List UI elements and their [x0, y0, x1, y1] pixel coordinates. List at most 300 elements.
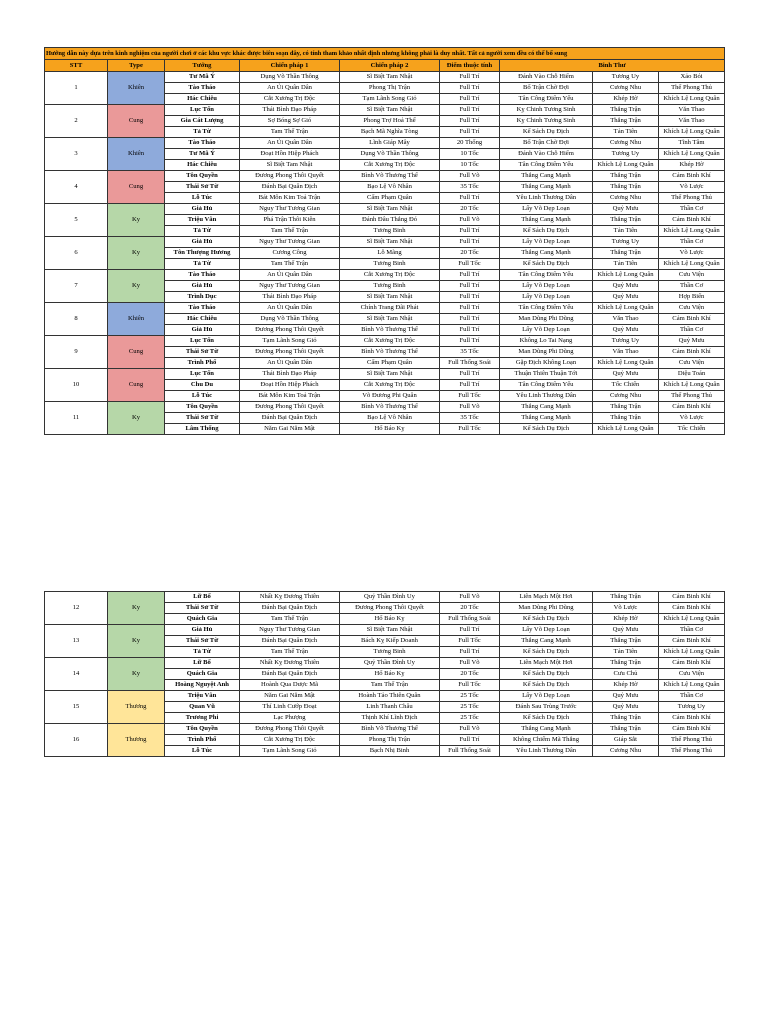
tactic-2-cell: Hổ Báo Kỵ: [340, 424, 440, 435]
tactic-2-cell: Bình Võ Thương Thế: [340, 325, 440, 336]
general-cell: Lục Tốn: [165, 336, 240, 347]
book-2-cell: Quỷ Mưu: [593, 691, 659, 702]
tactic-1-cell: Sợ Bóng Sợ Gió: [240, 116, 340, 127]
general-cell: Tôn Quyền: [165, 402, 240, 413]
book-1-cell: Bổ Trận Chờ Đợi: [500, 138, 593, 149]
type-cell: Ky: [108, 592, 165, 625]
book-2-cell: Thắng Trận: [593, 116, 659, 127]
book-2-cell: Tản Tiên: [593, 647, 659, 658]
general-cell: Quách Gia: [165, 669, 240, 680]
book-3-cell: Thần Cơ: [659, 281, 725, 292]
tactic-1-cell: Dụng Võ Thần Thông: [240, 72, 340, 83]
book-1-cell: Thắng Cang Mạnh: [500, 413, 593, 424]
header-attribute-points: Điểm thuộc tính: [440, 60, 500, 72]
book-1-cell: Thắng Cang Mạnh: [500, 636, 593, 647]
tactic-1-cell: Nhất Kỵ Đương Thiên: [240, 658, 340, 669]
general-cell: Trình Dục: [165, 292, 240, 303]
book-1-cell: Kế Sách Dụ Địch: [500, 127, 593, 138]
attribute-cell: Full Trí: [440, 625, 500, 636]
attribute-cell: 10 Tốc: [440, 149, 500, 160]
attribute-cell: Full Tốc: [440, 424, 500, 435]
attribute-cell: 35 Tốc: [440, 182, 500, 193]
table-row: [45, 303, 725, 314]
tactic-1-cell: Phá Trận Thôi Kiên: [240, 215, 340, 226]
attribute-cell: 20 Tốc: [440, 204, 500, 215]
book-1-cell: Man Dũng Phi Dũng: [500, 603, 593, 614]
book-2-cell: Thắng Trận: [593, 413, 659, 424]
book-2-cell: Khích Lệ Long Quân: [593, 358, 659, 369]
attribute-cell: Full Trí: [440, 72, 500, 83]
book-2-cell: Cưu Chủ: [593, 669, 659, 680]
attribute-cell: Full Võ: [440, 592, 500, 603]
tactic-1-cell: Cương Công: [240, 248, 340, 259]
general-cell: Lỗ Túc: [165, 746, 240, 757]
type-cell: Cung: [108, 171, 165, 204]
type-cell: Thương: [108, 691, 165, 724]
tactic-1-cell: Nguy Thư Tương Gian: [240, 237, 340, 248]
general-cell: Tả Từ: [165, 226, 240, 237]
book-1-cell: Lấy Võ Dẹp Loạn: [500, 204, 593, 215]
book-3-cell: Cảm Binh Khí: [659, 402, 725, 413]
book-2-cell: Tản Tiên: [593, 127, 659, 138]
book-1-cell: Không Lo Tai Nạng: [500, 336, 593, 347]
book-2-cell: Thắng Trận: [593, 171, 659, 182]
attribute-cell: Full Thống Soái: [440, 358, 500, 369]
tactic-2-cell: Hổ Báo Kỵ: [340, 614, 440, 625]
stt-cell: 1: [45, 72, 108, 105]
book-2-cell: Cương Nhu: [593, 138, 659, 149]
book-3-cell: Thần Cơ: [659, 625, 725, 636]
general-cell: Tôn Thượng Hương: [165, 248, 240, 259]
tactic-1-cell: Năm Gai Năm Mật: [240, 424, 340, 435]
tactic-1-cell: Đánh Bại Quân Địch: [240, 182, 340, 193]
tactic-1-cell: An Ủi Quân Dân: [240, 358, 340, 369]
table-row: [45, 402, 725, 413]
general-cell: Tôn Quyền: [165, 724, 240, 735]
tactic-1-cell: Cắt Xương Trị Độc: [240, 735, 340, 746]
tactic-1-cell: An Ủi Quân Dân: [240, 83, 340, 94]
tactic-1-cell: Dụng Võ Thần Thông: [240, 314, 340, 325]
book-1-cell: Liên Mạch Một Hơi: [500, 658, 593, 669]
book-3-cell: Quỷ Mưu: [659, 336, 725, 347]
tactic-1-cell: Đánh Bại Quân Địch: [240, 669, 340, 680]
book-3-cell: Khép Hờ: [659, 160, 725, 171]
tactic-1-cell: Đương Phong Thôi Quyết: [240, 347, 340, 358]
book-1-cell: Man Dũng Phi Dũng: [500, 347, 593, 358]
book-3-cell: Thể Phong Thủ: [659, 193, 725, 204]
attribute-cell: 20 Tốc: [440, 603, 500, 614]
attribute-cell: 25 Tốc: [440, 713, 500, 724]
general-cell: Hác Chiêu: [165, 314, 240, 325]
book-3-cell: Hợp Biến: [659, 292, 725, 303]
book-3-cell: Khích Lệ Long Quân: [659, 226, 725, 237]
book-3-cell: Cảm Binh Khí: [659, 347, 725, 358]
attribute-cell: Full Trí: [440, 735, 500, 746]
tactic-2-cell: Bình Võ Thương Thế: [340, 402, 440, 413]
tactic-2-cell: Sĩ Biệt Tam Nhật: [340, 369, 440, 380]
book-2-cell: Tản Tiên: [593, 259, 659, 270]
tactic-1-cell: Năm Gai Năm Mật: [240, 691, 340, 702]
type-cell: Ky: [108, 270, 165, 303]
general-cell: Lữ Bố: [165, 592, 240, 603]
book-2-cell: Tương Uy: [593, 336, 659, 347]
book-2-cell: Quỷ Mưu: [593, 702, 659, 713]
attribute-cell: Full Trí: [440, 94, 500, 105]
general-cell: Chu Du: [165, 380, 240, 391]
book-1-cell: Đánh Sau Trùng Trước: [500, 702, 593, 713]
book-3-cell: Văn Thao: [659, 116, 725, 127]
stt-cell: 4: [45, 171, 108, 204]
type-cell: Ky: [108, 625, 165, 658]
table-row: [45, 691, 725, 702]
attribute-cell: Full Trí: [440, 237, 500, 248]
attribute-cell: Full Trí: [440, 314, 500, 325]
tactic-2-cell: Hoành Tảo Thiên Quân: [340, 691, 440, 702]
tactic-1-cell: Đánh Bại Quân Địch: [240, 603, 340, 614]
tactic-2-cell: Dụng Võ Thần Thông: [340, 149, 440, 160]
attribute-cell: Full Võ: [440, 171, 500, 182]
tactic-2-cell: Đánh Đâu Thắng Đó: [340, 215, 440, 226]
book-3-cell: Thể Phong Thủ: [659, 735, 725, 746]
tactic-2-cell: Cắt Xương Trị Độc: [340, 336, 440, 347]
stt-cell: 13: [45, 625, 108, 658]
general-cell: Trình Phổ: [165, 358, 240, 369]
book-1-cell: Thắng Cang Mạnh: [500, 182, 593, 193]
book-2-cell: Cương Nhu: [593, 83, 659, 94]
attribute-cell: 25 Tốc: [440, 691, 500, 702]
general-cell: Giả Hủ: [165, 281, 240, 292]
book-2-cell: Khép Hờ: [593, 614, 659, 625]
type-cell: Ky: [108, 402, 165, 435]
general-cell: Tào Tháo: [165, 303, 240, 314]
tactic-1-cell: Tam Thế Trận: [240, 127, 340, 138]
book-1-cell: Kế Sách Dụ Địch: [500, 680, 593, 691]
book-2-cell: Văn Thao: [593, 314, 659, 325]
attribute-cell: 10 Tốc: [440, 160, 500, 171]
general-cell: Tào Tháo: [165, 270, 240, 281]
general-cell: Hác Chiêu: [165, 160, 240, 171]
book-2-cell: Tốc Chiến: [593, 380, 659, 391]
header-row: [45, 60, 725, 72]
table-row: [45, 625, 725, 636]
general-cell: Trình Phổ: [165, 735, 240, 746]
general-cell: Tôn Quyền: [165, 171, 240, 182]
tactic-1-cell: Tam Thế Trận: [240, 259, 340, 270]
attribute-cell: Full Trí: [440, 105, 500, 116]
table-row: [45, 72, 725, 83]
book-2-cell: Quỷ Mưu: [593, 204, 659, 215]
general-cell: Trương Phi: [165, 713, 240, 724]
book-2-cell: Tương Uy: [593, 149, 659, 160]
book-3-cell: Cảm Binh Khí: [659, 713, 725, 724]
general-cell: Thái Sử Từ: [165, 347, 240, 358]
book-3-cell: Khích Lệ Long Quân: [659, 127, 725, 138]
general-cell: Thái Sử Từ: [165, 603, 240, 614]
tactic-2-cell: Tương Binh: [340, 226, 440, 237]
table-row: [45, 204, 725, 215]
book-1-cell: Lấy Võ Dẹp Loạn: [500, 237, 593, 248]
type-cell: Cung: [108, 369, 165, 402]
tactic-1-cell: Đánh Bại Quân Địch: [240, 636, 340, 647]
tactic-1-cell: Hoành Qua Dược Mã: [240, 680, 340, 691]
book-3-cell: Khích Lệ Long Quân: [659, 259, 725, 270]
book-1-cell: Thắng Cang Mạnh: [500, 724, 593, 735]
table-row: [45, 138, 725, 149]
tactic-2-cell: Sĩ Biệt Tam Nhật: [340, 105, 440, 116]
book-3-cell: Võ Lược: [659, 182, 725, 193]
general-cell: Giả Hủ: [165, 204, 240, 215]
type-cell: Ky: [108, 237, 165, 270]
tactic-2-cell: Lĩnh Giáp Mây: [340, 138, 440, 149]
book-3-cell: Thần Cơ: [659, 204, 725, 215]
tactic-2-cell: Bạch Mã Nghĩa Tòng: [340, 127, 440, 138]
general-cell: Lục Tốn: [165, 369, 240, 380]
book-1-cell: Thuận Thiên Thuận Tới: [500, 369, 593, 380]
attribute-cell: Full Trí: [440, 226, 500, 237]
book-2-cell: Thắng Trận: [593, 713, 659, 724]
tactic-2-cell: Sĩ Biệt Tam Nhật: [340, 237, 440, 248]
book-2-cell: Thắng Trận: [593, 215, 659, 226]
book-2-cell: Tương Uy: [593, 72, 659, 83]
book-3-cell: Tốc Chiến: [659, 424, 725, 435]
book-1-cell: Đánh Vào Chỗ Hiểm: [500, 72, 593, 83]
tactic-2-cell: Thịnh Khí Lĩnh Địch: [340, 713, 440, 724]
tactic-2-cell: Đương Phong Thôi Quyết: [340, 603, 440, 614]
book-1-cell: Lấy Võ Dẹp Loạn: [500, 691, 593, 702]
book-3-cell: Cưu Viện: [659, 270, 725, 281]
table-row: [45, 658, 725, 669]
tactic-1-cell: Tạm Lãnh Song Giỏ: [240, 336, 340, 347]
book-3-cell: Thần Cơ: [659, 691, 725, 702]
general-cell: Quan Vũ: [165, 702, 240, 713]
tactic-1-cell: Đương Phong Thôi Quyết: [240, 724, 340, 735]
book-3-cell: Cưu Viện: [659, 358, 725, 369]
book-2-cell: Quỷ Mưu: [593, 292, 659, 303]
general-cell: Tả Từ: [165, 647, 240, 658]
attribute-cell: Full Võ: [440, 724, 500, 735]
general-cell: Triệu Vân: [165, 691, 240, 702]
tactic-1-cell: Bát Môn Kim Toả Trận: [240, 391, 340, 402]
attribute-cell: Full Tốc: [440, 636, 500, 647]
book-1-cell: Kế Sách Dụ Địch: [500, 713, 593, 724]
header-tactic-2: Chiến pháp 2: [340, 60, 440, 72]
general-cell: Giả Hủ: [165, 325, 240, 336]
stt-cell: 10: [45, 369, 108, 402]
book-2-cell: Thắng Trận: [593, 182, 659, 193]
stt-cell: 6: [45, 237, 108, 270]
book-2-cell: Cương Nhu: [593, 391, 659, 402]
tactic-2-cell: Quỷ Thần Đình Uy: [340, 658, 440, 669]
strategy-table-top: [44, 47, 725, 435]
type-cell: Khiên: [108, 72, 165, 105]
header-general: Tướng: [165, 60, 240, 72]
book-1-cell: Kỵ Chinh Tương Sinh: [500, 116, 593, 127]
book-2-cell: Thắng Trận: [593, 105, 659, 116]
general-cell: Triệu Vân: [165, 215, 240, 226]
attribute-cell: Full Trí: [440, 380, 500, 391]
book-2-cell: Quỷ Mưu: [593, 281, 659, 292]
general-cell: Gia Cát Lượng: [165, 116, 240, 127]
book-3-cell: Cảm Binh Khí: [659, 592, 725, 603]
book-1-cell: Kế Sách Dụ Địch: [500, 647, 593, 658]
book-3-cell: Thần Cơ: [659, 325, 725, 336]
book-3-cell: Khích Lệ Long Quân: [659, 94, 725, 105]
book-1-cell: Lấy Võ Dẹp Loạn: [500, 625, 593, 636]
type-cell: Cung: [108, 105, 165, 138]
tactic-2-cell: Bình Võ Thương Thế: [340, 347, 440, 358]
tactic-2-cell: Phong Thị Trận: [340, 735, 440, 746]
table-row: [45, 336, 725, 347]
tactic-2-cell: Quỷ Thần Đình Uy: [340, 592, 440, 603]
book-3-cell: Xảo Bói: [659, 72, 725, 83]
tactic-2-cell: Bạo Lệ Vô Nhân: [340, 182, 440, 193]
general-cell: Lục Tốn: [165, 105, 240, 116]
tactic-1-cell: Đoạt Hồn Hiệp Phách: [240, 149, 340, 160]
tactic-1-cell: Nguy Thư Tương Gian: [240, 281, 340, 292]
book-1-cell: Kế Sách Dụ Địch: [500, 614, 593, 625]
tactic-2-cell: Bạch Nhị Binh: [340, 746, 440, 757]
attribute-cell: Full Trí: [440, 270, 500, 281]
tactic-1-cell: Cắt Xương Trị Độc: [240, 94, 340, 105]
general-cell: Giả Hủ: [165, 237, 240, 248]
book-3-cell: Cưu Viện: [659, 303, 725, 314]
general-cell: Hoàng Nguyệt Anh: [165, 680, 240, 691]
tactic-1-cell: An Ủi Quân Dân: [240, 303, 340, 314]
book-3-cell: Khích Lệ Long Quân: [659, 680, 725, 691]
book-1-cell: Yêu Linh Thương Dân: [500, 193, 593, 204]
book-1-cell: Đánh Vào Chỗ Hiểm: [500, 149, 593, 160]
tactic-1-cell: Tam Thế Trận: [240, 647, 340, 658]
general-cell: Thái Sử Từ: [165, 413, 240, 424]
book-2-cell: Giáp Sắt: [593, 735, 659, 746]
attribute-cell: Full Trí: [440, 116, 500, 127]
general-cell: Tư Mã Ý: [165, 72, 240, 83]
book-3-cell: Tương Uy: [659, 702, 725, 713]
book-2-cell: Tản Tiên: [593, 226, 659, 237]
general-cell: Tào Tháo: [165, 83, 240, 94]
book-3-cell: Khích Lệ Long Quân: [659, 380, 725, 391]
general-cell: Thái Sử Từ: [165, 182, 240, 193]
book-1-cell: Tân Công Điểm Yếu: [500, 94, 593, 105]
book-1-cell: Gặp Địch Không Loạn: [500, 358, 593, 369]
attribute-cell: 20 Tốc: [440, 248, 500, 259]
book-1-cell: Bổ Trận Chờ Đợi: [500, 83, 593, 94]
type-cell: Ky: [108, 204, 165, 237]
book-3-cell: Cảm Binh Khí: [659, 636, 725, 647]
stt-cell: 8: [45, 303, 108, 336]
table-row: [45, 724, 725, 735]
tactic-1-cell: Thái Bình Đạo Pháp: [240, 292, 340, 303]
stt-cell: 16: [45, 724, 108, 757]
stt-cell: 15: [45, 691, 108, 724]
stt-cell: 14: [45, 658, 108, 691]
tactic-2-cell: Tạm Lãnh Song Giỏ: [340, 94, 440, 105]
book-1-cell: Man Dũng Phi Dũng: [500, 314, 593, 325]
general-cell: Quách Gia: [165, 614, 240, 625]
book-2-cell: Võ Lược: [593, 603, 659, 614]
book-1-cell: Tân Công Điểm Yếu: [500, 380, 593, 391]
book-2-cell: Tương Uy: [593, 237, 659, 248]
book-2-cell: Cương Nhu: [593, 193, 659, 204]
type-cell: Ky: [108, 658, 165, 691]
tactic-2-cell: Cắt Xương Trị Độc: [340, 270, 440, 281]
tactic-1-cell: Đương Phong Thôi Quyết: [240, 171, 340, 182]
book-1-cell: Kế Sách Dụ Địch: [500, 424, 593, 435]
book-2-cell: Khích Lệ Long Quân: [593, 270, 659, 281]
attribute-cell: Full Trí: [440, 193, 500, 204]
general-cell: Giả Hủ: [165, 625, 240, 636]
tactic-2-cell: Sĩ Biệt Tam Nhật: [340, 72, 440, 83]
book-2-cell: Khép Hờ: [593, 680, 659, 691]
book-2-cell: Khích Lệ Long Quân: [593, 160, 659, 171]
book-1-cell: Kế Sách Dụ Địch: [500, 226, 593, 237]
book-1-cell: Kỵ Chinh Tương Sinh: [500, 105, 593, 116]
table-row: [45, 369, 725, 380]
tactic-2-cell: Bình Võ Thương Thế: [340, 171, 440, 182]
tactic-1-cell: Tam Thế Trận: [240, 614, 340, 625]
stt-cell: 2: [45, 105, 108, 138]
book-2-cell: Khích Lệ Long Quân: [593, 424, 659, 435]
book-3-cell: Võ Lược: [659, 413, 725, 424]
type-cell: Thương: [108, 724, 165, 757]
attribute-cell: Full Tốc: [440, 680, 500, 691]
stt-cell: 5: [45, 204, 108, 237]
book-1-cell: Lấy Võ Dẹp Loạn: [500, 292, 593, 303]
tactic-1-cell: Đánh Bại Quân Địch: [240, 413, 340, 424]
tactic-2-cell: Phong Thị Trận: [340, 83, 440, 94]
book-1-cell: Tân Công Điểm Yếu: [500, 270, 593, 281]
general-cell: Tả Từ: [165, 127, 240, 138]
tactic-1-cell: Thái Bình Đạo Pháp: [240, 105, 340, 116]
attribute-cell: Full Trí: [440, 303, 500, 314]
book-3-cell: Tĩnh Tâm: [659, 138, 725, 149]
tactic-1-cell: Thái Bình Đạo Pháp: [240, 369, 340, 380]
general-cell: Lâm Thống: [165, 424, 240, 435]
tactic-2-cell: Cấm Phạm Quân: [340, 358, 440, 369]
tactic-2-cell: Tương Binh: [340, 647, 440, 658]
general-cell: Lữ Bố: [165, 658, 240, 669]
attribute-cell: 35 Tốc: [440, 347, 500, 358]
attribute-cell: 20 Thống: [440, 138, 500, 149]
tactic-1-cell: An Ủi Quân Dân: [240, 270, 340, 281]
general-cell: Lỗ Túc: [165, 391, 240, 402]
book-2-cell: Quỷ Mưu: [593, 325, 659, 336]
header-military-book: Binh Thư: [500, 60, 725, 72]
table-row: [45, 592, 725, 603]
attribute-cell: 25 Tốc: [440, 702, 500, 713]
book-3-cell: Cảm Binh Khí: [659, 724, 725, 735]
header-type: Type: [108, 60, 165, 72]
tactic-1-cell: Bát Môn Kim Toả Trận: [240, 193, 340, 204]
book-3-cell: Cảm Binh Khí: [659, 314, 725, 325]
attribute-cell: Full Thống Soái: [440, 614, 500, 625]
book-2-cell: Thắng Trận: [593, 658, 659, 669]
tactic-1-cell: Sĩ Biệt Tam Nhật: [240, 160, 340, 171]
attribute-cell: Full Trí: [440, 292, 500, 303]
book-3-cell: Cảm Binh Khí: [659, 658, 725, 669]
general-cell: Lỗ Túc: [165, 193, 240, 204]
book-1-cell: Tân Công Điểm Yếu: [500, 303, 593, 314]
tactic-1-cell: Đoạt Hồn Hiệp Phách: [240, 380, 340, 391]
table-row: [45, 171, 725, 182]
stt-cell: 12: [45, 592, 108, 625]
book-1-cell: Tân Công Điểm Yếu: [500, 160, 593, 171]
tactic-2-cell: Cắt Xương Trị Độc: [340, 380, 440, 391]
book-2-cell: Thắng Trận: [593, 724, 659, 735]
book-3-cell: Diệu Toán: [659, 369, 725, 380]
attribute-cell: Full Trí: [440, 83, 500, 94]
guide-note: Hướng dẫn này dựa trên kinh nghiệm của người chơi ở các khu vực khác được biên soạn đây, có tính tham khảo nhất định nhưng không phải là duy nhất. Tất cả người xem đều có thể bổ sung: [45, 48, 725, 60]
